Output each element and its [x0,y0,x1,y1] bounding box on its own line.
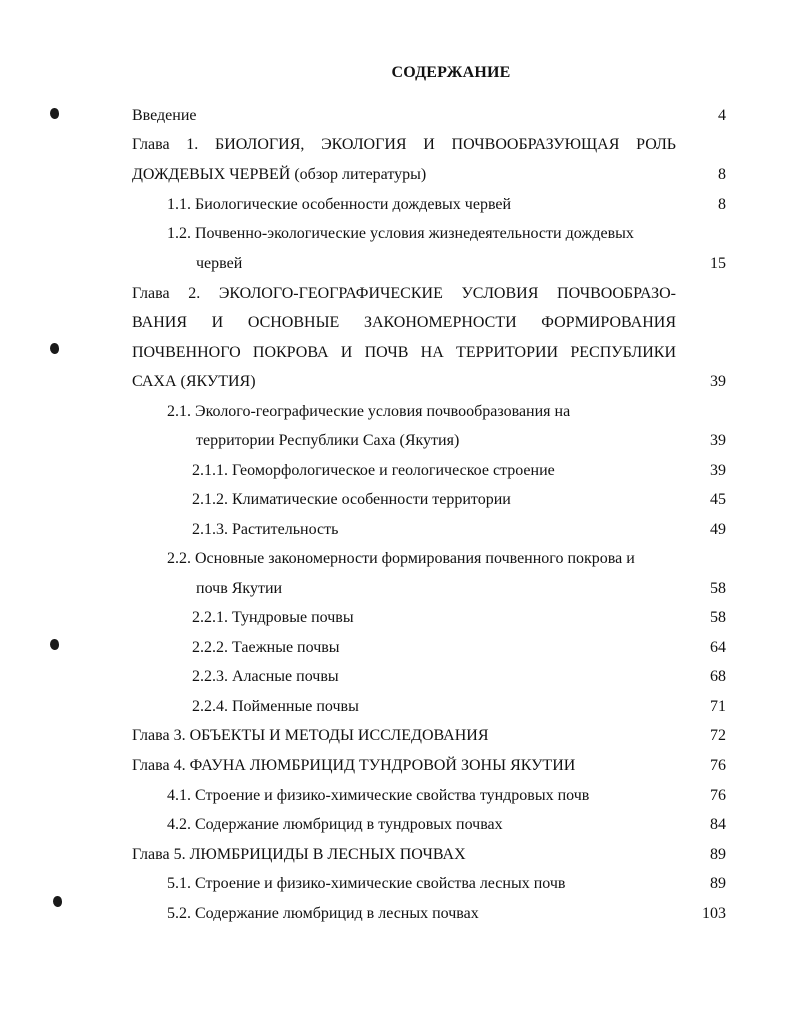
toc-entry-chapter-3 [0,724,792,748]
toc-entry-chapter-2-cont-3 [0,370,792,394]
toc-entry-4-1 [0,784,792,808]
toc-entry-text: Введение [132,107,197,124]
toc-entry-page: 64 [710,639,726,656]
toc-entry-2-2-cont [0,577,792,601]
punch-hole-mark [53,896,62,907]
toc-entry-text: Глава 2. ЭКОЛОГО-ГЕОГРАФИЧЕСКИЕ УСЛОВИЯ ПОЧВООБРАЗО- [132,285,676,302]
toc-entry-2-1 [0,400,792,424]
toc-entry-page: 15 [710,255,726,272]
toc-entry-text: 2.2.3. Аласные почвы [192,668,339,685]
toc-entry-text: ДОЖДЕВЫХ ЧЕРВЕЙ (обзор литературы) [132,166,427,183]
toc-entry-page: 89 [710,846,726,863]
toc-entry-2-1-cont [0,429,792,453]
punch-hole-mark [50,639,59,650]
toc-entry-text: 4.2. Содержание люмбрицид в тундровых почвах [167,816,503,833]
toc-entry-chapter-2-cont-2 [0,341,792,365]
toc-entry-page: 84 [710,816,726,833]
toc-entry-text: ПОЧВЕННОГО ПОКРОВА И ПОЧВ НА ТЕРРИТОРИИ РЕСПУБЛИКИ [132,344,676,361]
toc-entry-2-2-2 [0,636,792,660]
toc-entry-text: 2.2.1. Тундровые почвы [192,609,354,626]
toc-entry-text: 2.1.2. Климатические особенности территории [192,491,511,508]
toc-entry-page: 72 [710,727,726,744]
toc-entry-text: САХА (ЯКУТИЯ) [132,373,256,390]
toc-entry-chapter-1-cont [0,163,792,187]
toc-entry-chapter-2 [0,282,792,306]
toc-entry-1-2 [0,222,792,246]
toc-entry-text: 2.1. Эколого-географические условия почвообразования на [167,403,571,420]
toc-entry-2-2-3 [0,665,792,689]
toc-entry-page: 76 [710,757,726,774]
toc-entry-text: Глава 4. ФАУНА ЛЮМБРИЦИД ТУНДРОВОЙ ЗОНЫ ЯКУТИИ [132,757,576,774]
toc-entry-page: 39 [710,432,726,449]
toc-entry-text: почв Якутии [196,580,283,597]
toc-entry-page: 71 [710,698,726,715]
toc-entry-page: 45 [710,491,726,508]
toc-entry-text: Глава 1. БИОЛОГИЯ, ЭКОЛОГИЯ И ПОЧВООБРАЗУЮЩАЯ РОЛЬ [132,136,676,153]
toc-entry-2-1-1 [0,459,792,483]
toc-entry-5-2 [0,902,792,926]
toc-entry-text: 1.1. Биологические особенности дождевых червей [167,196,512,213]
toc-entry-text: территории Республики Саха (Якутия) [196,432,460,449]
toc-entry-text: 2.1.3. Растительность [192,521,339,538]
toc-entry-text: 2.2. Основные закономерности формирования почвенного покрова и [167,550,635,567]
toc-entry-page: 68 [710,668,726,685]
toc-entry-page: 58 [710,609,726,626]
punch-hole-mark [50,108,59,119]
toc-entry-text: Глава 3. ОБЪЕКТЫ И МЕТОДЫ ИССЛЕДОВАНИЯ [132,727,489,744]
toc-entry-page: 8 [718,166,726,183]
toc-entry-2-2-1 [0,606,792,630]
toc-entry-2-1-2 [0,488,792,512]
punch-hole-mark [50,343,59,354]
toc-entry-chapter-1 [0,133,792,157]
toc-entry-text: 1.2. Почвенно-экологические условия жизнедеятельности дождевых [167,225,634,242]
toc-entry-text: 2.2.4. Пойменные почвы [192,698,359,715]
toc-entry-page: 4 [718,107,726,124]
toc-entry-page: 58 [710,580,726,597]
toc-entry-text: 2.1.1. Геоморфологическое и геологическое строение [192,462,555,479]
toc-entry-2-2-4 [0,695,792,719]
toc-entry-page: 76 [710,787,726,804]
toc-entry-chapter-2-cont-1 [0,311,792,335]
toc-entry-text: Глава 5. ЛЮМБРИЦИДЫ В ЛЕСНЫХ ПОЧВАХ [132,846,466,863]
toc-entry-text: червей [196,255,243,272]
toc-entry-1-1 [0,193,792,217]
toc-entry-5-1 [0,872,792,896]
toc-entry-text: 5.1. Строение и физико-химические свойства лесных почв [167,875,566,892]
toc-entry-text: 2.2.2. Таежные почвы [192,639,340,656]
toc-entry-text: 4.1. Строение и физико-химические свойства тундровых почв [167,787,590,804]
toc-entry-page: 49 [710,521,726,538]
page-title: СОДЕРЖАНИЕ [391,64,511,81]
toc-entry-chapter-4 [0,754,792,778]
toc-entry-introduction [0,104,792,128]
toc-entry-2-1-3 [0,518,792,542]
toc-entry-chapter-5 [0,843,792,867]
toc-entry-text: ВАНИЯ И ОСНОВНЫЕ ЗАКОНОМЕРНОСТИ ФОРМИРОВАНИЯ [132,314,676,331]
toc-entry-page: 39 [710,462,726,479]
toc-entry-1-2-cont [0,252,792,276]
toc-entry-text: 5.2. Содержание люмбрицид в лесных почвах [167,905,479,922]
toc-entry-page: 103 [702,905,726,922]
toc-entry-page: 39 [710,373,726,390]
toc-entry-page: 8 [718,196,726,213]
toc-entry-page: 89 [710,875,726,892]
toc-entry-4-2 [0,813,792,837]
toc-entry-2-2 [0,547,792,571]
